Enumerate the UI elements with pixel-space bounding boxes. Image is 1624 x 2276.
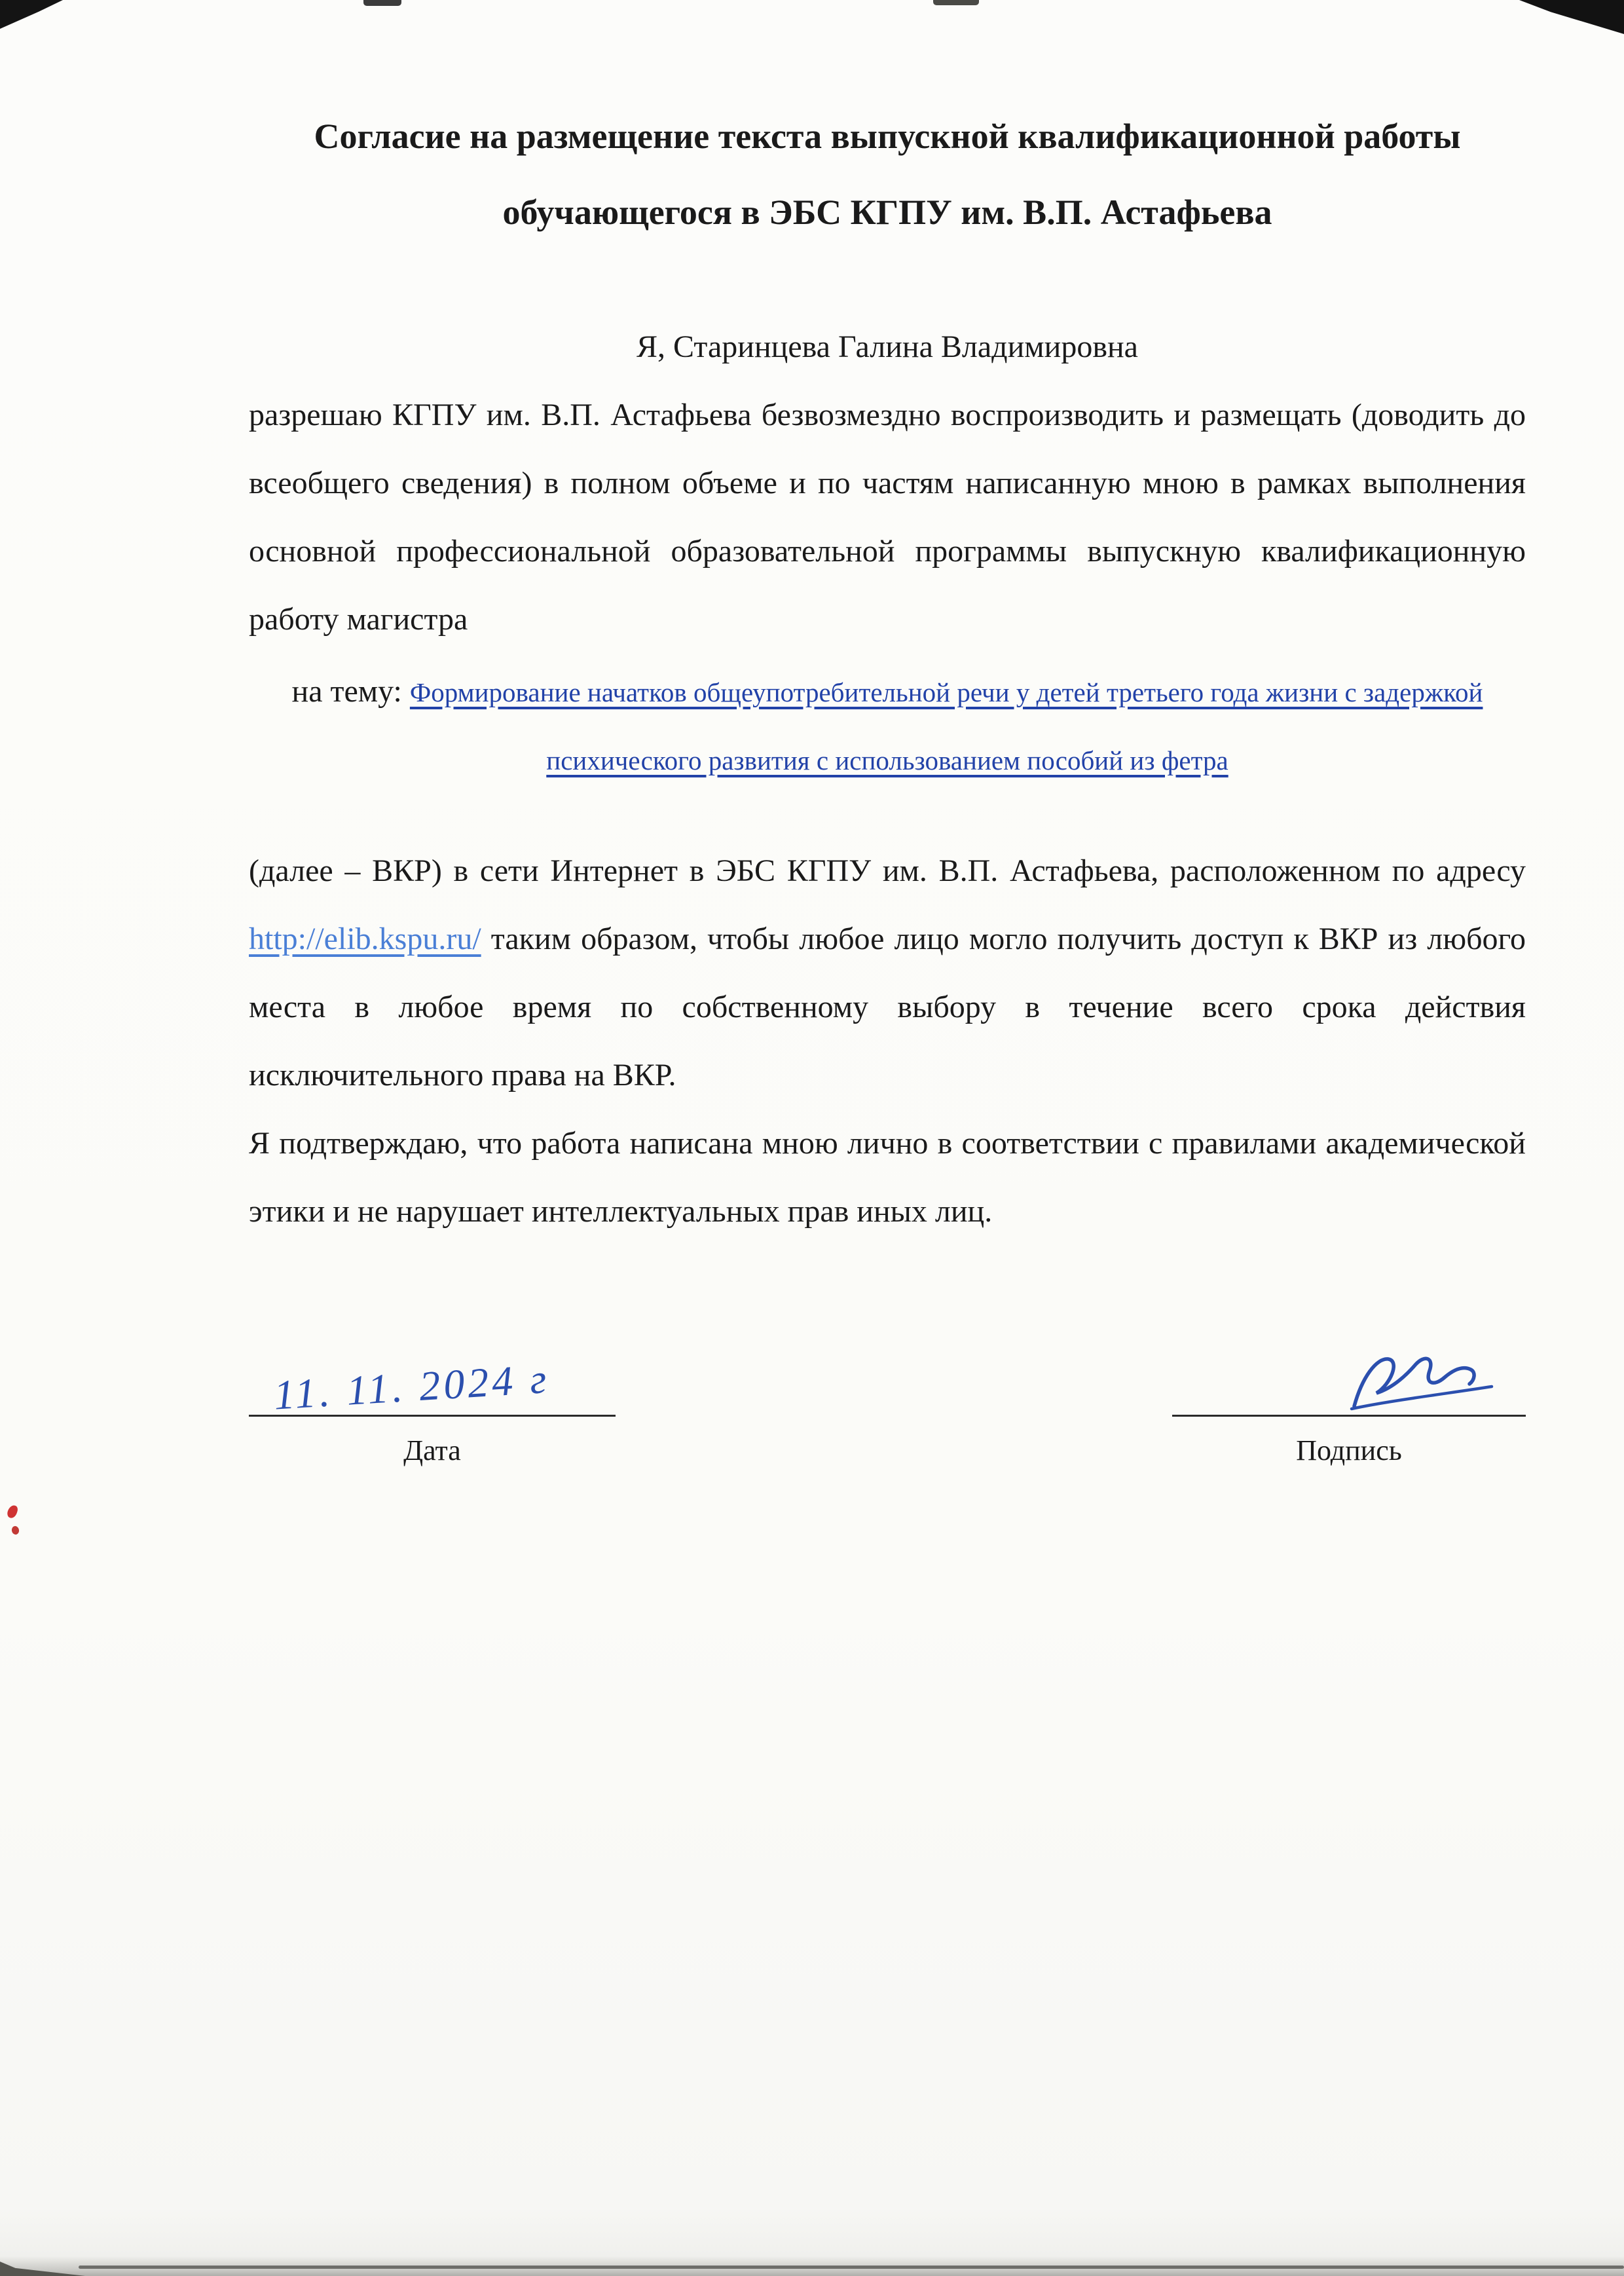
scan-artifact-red-mark bbox=[6, 1504, 18, 1519]
topic-label: на тему: bbox=[291, 674, 402, 709]
scan-artifact-bottom-left-corner bbox=[0, 2262, 85, 2276]
author-name-line: Я, Старинцева Галина Владимировна bbox=[637, 329, 1138, 364]
handwritten-date: 11. 11. 2024 г bbox=[272, 1354, 551, 1419]
date-block bbox=[249, 1331, 616, 1467]
thesis-topic-block bbox=[249, 658, 1526, 794]
paragraph-distribution bbox=[249, 837, 1526, 1110]
signature-handwriting-area bbox=[1172, 1331, 1526, 1415]
paragraph-distribution-after-link: таким образом, чтобы любое лицо могло получить доступ к ВКР из любого места в любое время по собственному выбору в течение всего срока действия исключительного права на ВКР. bbox=[249, 922, 1526, 1092]
paragraph-distribution-before-link: (далее – ВКР) в сети Интернет в ЭБС КГПУ им. В.П. Астафьева, расположенном по адресу bbox=[249, 853, 1526, 888]
elib-url-link: http://elib.kspu.ru/ bbox=[249, 922, 481, 956]
paragraph-permission: разрешаю КГПУ им. В.П. Астафьева безвозмездно воспроизводить и размещать (доводить до всеобщего сведения) в полном объеме и по частям написанную мною в рамках выполнения основной профессиональной образовательной программы выпускную квалификационную работу магистра bbox=[249, 398, 1526, 637]
signature-block bbox=[1172, 1331, 1526, 1467]
signature-label: Подпись bbox=[1296, 1434, 1402, 1466]
scan-artifact-red-mark bbox=[11, 1525, 20, 1535]
scan-artifact-bottom-edge-line bbox=[79, 2266, 1624, 2269]
signature-row bbox=[249, 1331, 1526, 1467]
scan-artifact-bottom-shadow bbox=[0, 2256, 1624, 2276]
document-title: Согласие на размещение текста выпускной квалификационной работы обучающегося в ЭБС КГПУ им. В.П. Астафьева bbox=[314, 117, 1461, 232]
date-handwriting-area bbox=[249, 1331, 616, 1419]
signature-line bbox=[1172, 1415, 1526, 1417]
paragraph-confirmation: Я подтверждаю, что работа написана мною лично в соответствии с правилами академической этики и не нарушает интеллектуальных прав иных лиц. bbox=[249, 1126, 1526, 1229]
date-label: Дата bbox=[403, 1434, 461, 1466]
thesis-topic-text: Формирование начатков общеупотребительной речи у детей третьего года жизни с задержкой психического развития с использованием пособий из фетра bbox=[409, 677, 1483, 775]
